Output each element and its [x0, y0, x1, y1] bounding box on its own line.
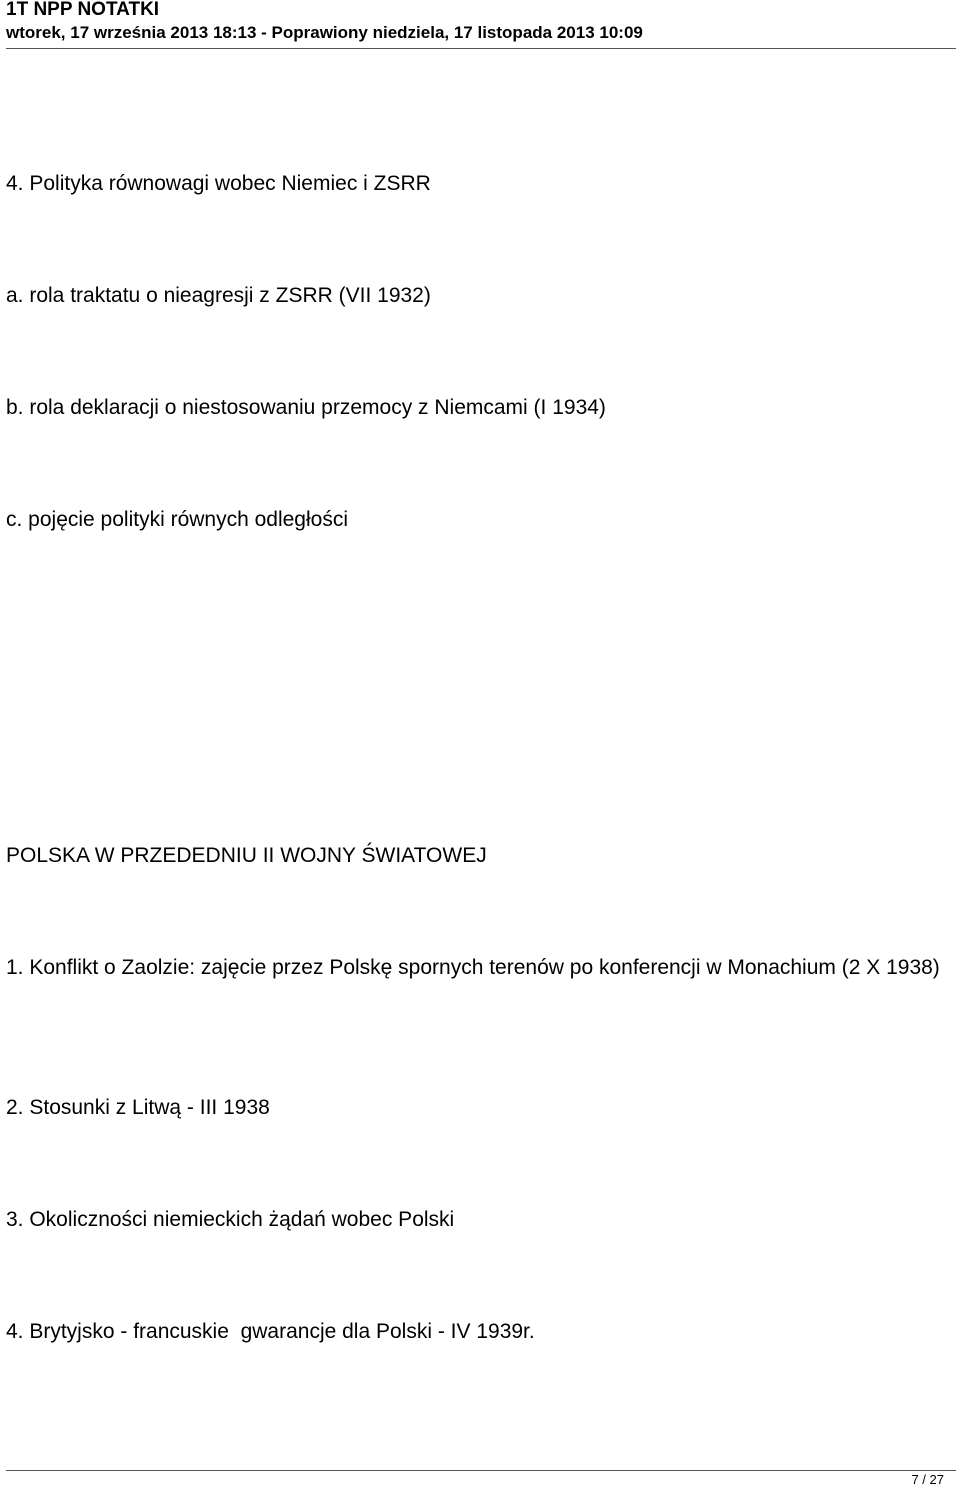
- section-line-4: 4. Polityka równowagi wobec Niemiec i ZSRR: [6, 172, 431, 195]
- list-item-1: 1. Konflikt o Zaolzie: zajęcie przez Polskę spornych terenów po konferencji w Monachium (2 X 1938): [6, 956, 940, 979]
- section-line-b: b. rola deklaracji o niestosowaniu przemocy z Niemcami (I 1934): [6, 396, 606, 419]
- document-title: 1T NPP NOTATKI: [6, 0, 160, 20]
- section-line-c: c. pojęcie polityki równych odległości: [6, 508, 348, 531]
- footer-divider: [6, 1470, 956, 1471]
- list-item-3: 3. Okoliczności niemieckich żądań wobec Polski: [6, 1208, 455, 1231]
- document-header: [6, 0, 956, 43]
- section-heading: POLSKA W PRZEDEDNIU II WOJNY ŚWIATOWEJ: [6, 844, 487, 867]
- header-divider: [6, 48, 956, 49]
- document-meta: wtorek, 17 września 2013 18:13 - Poprawiony niedziela, 17 listopada 2013 10:09: [6, 23, 643, 42]
- list-item-2: 2. Stosunki z Litwą - III 1938: [6, 1096, 270, 1119]
- page-number: 7 / 27: [911, 1472, 944, 1487]
- section-line-a: a. rola traktatu o nieagresji z ZSRR (VII 1932): [6, 284, 431, 307]
- list-item-4: 4. Brytyjsko - francuskie gwarancje dla Polski - IV 1939r.: [6, 1320, 535, 1343]
